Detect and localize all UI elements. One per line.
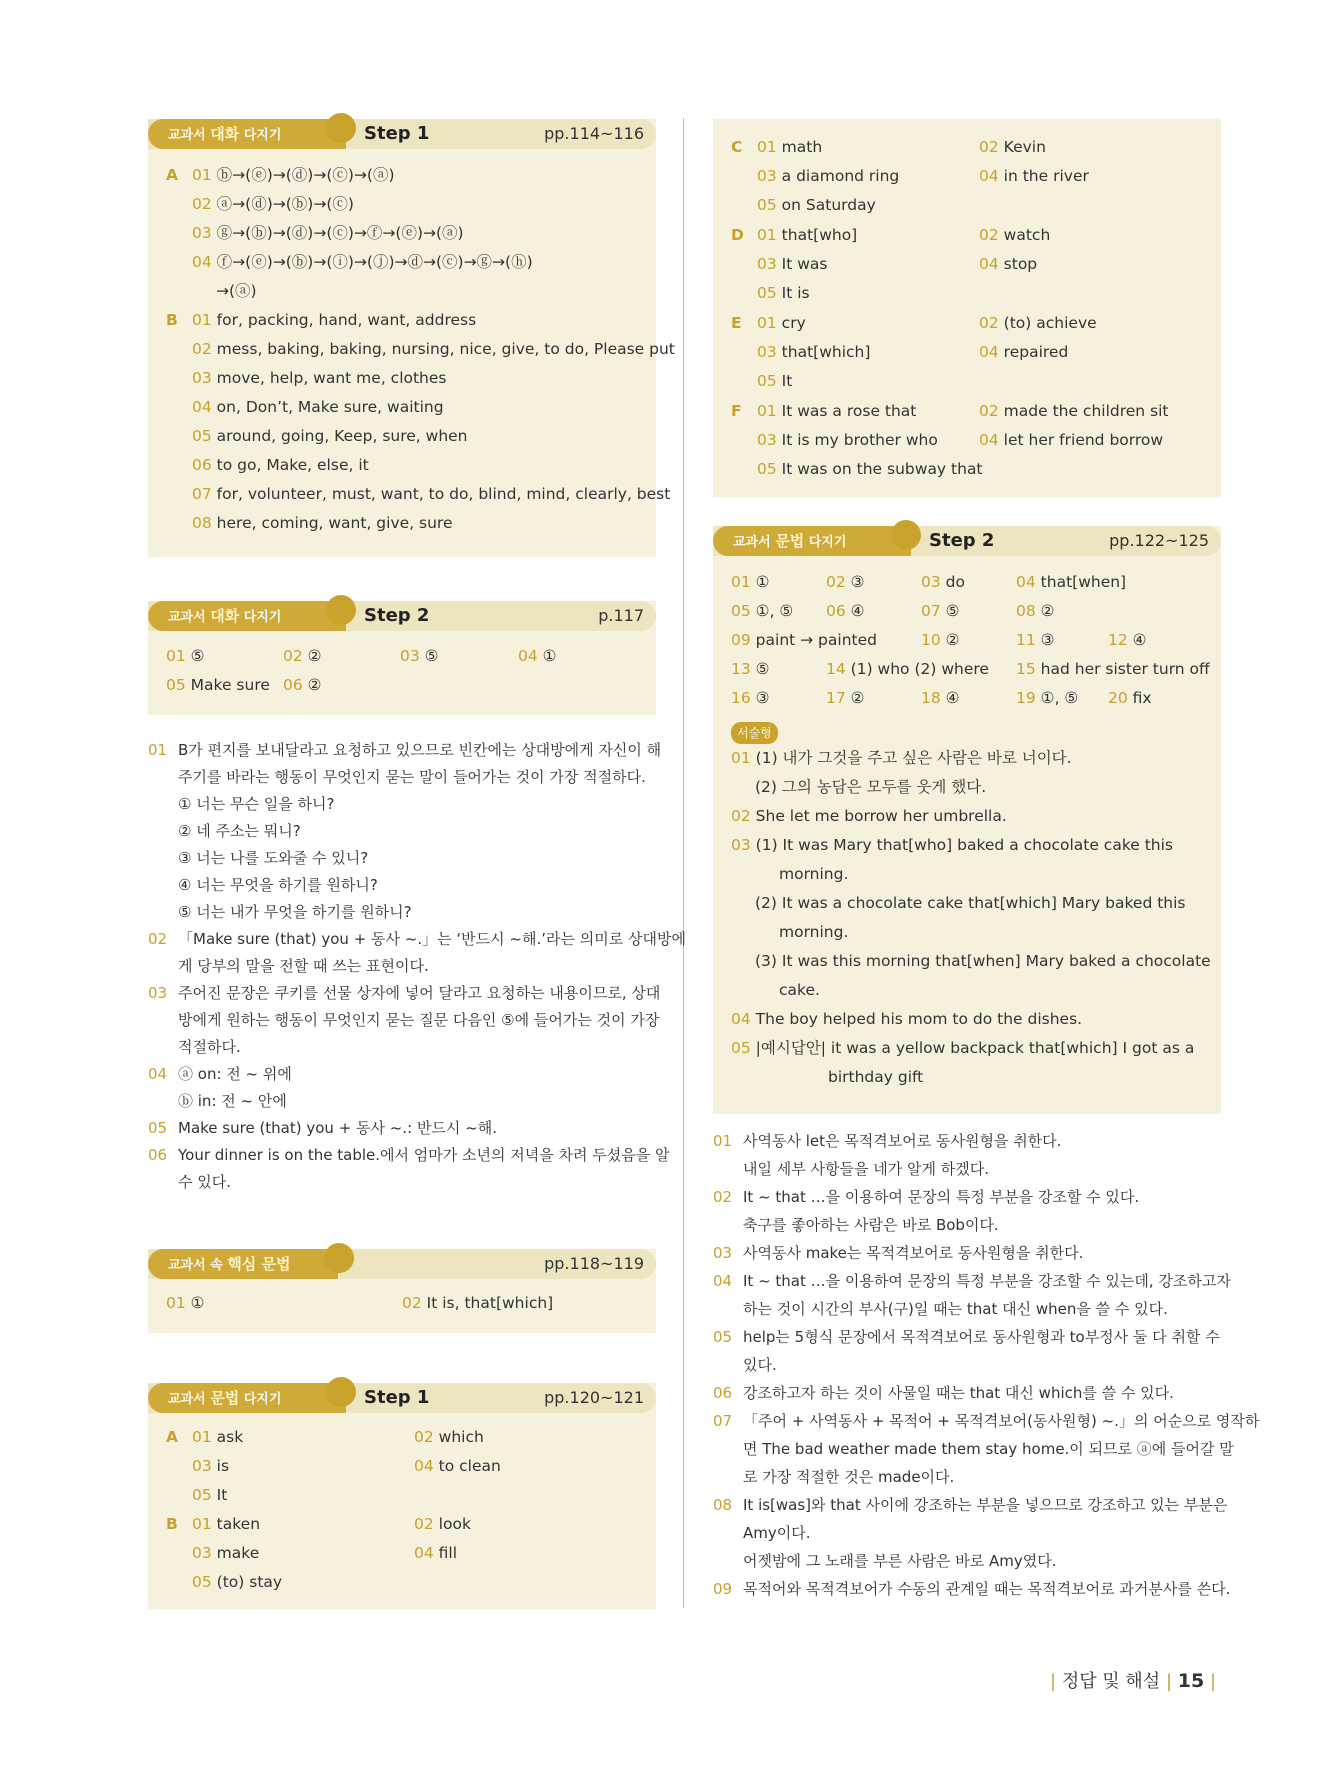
core-grammar-box bbox=[148, 1249, 656, 1333]
section-header bbox=[148, 119, 656, 149]
answer-item: 05 It bbox=[192, 1486, 228, 1504]
answer-item: 05 (to) stay bbox=[192, 1573, 283, 1591]
header-dot bbox=[326, 1377, 356, 1407]
answer-item: 06 ④ bbox=[826, 602, 865, 620]
group-letter: B bbox=[166, 311, 178, 329]
answer-item: 07 ⑤ bbox=[921, 602, 960, 620]
title-end: 다지기 bbox=[243, 128, 282, 143]
answer-item: 02 look bbox=[414, 1515, 471, 1533]
answer-item: 13 ⑤ bbox=[731, 660, 770, 678]
step-label: Step 1 bbox=[364, 123, 430, 144]
explanation-item: 06 Your dinner is on the table.에서 엄마가 소년의 저녁을 차려 두셨음을 알 수 있다. bbox=[148, 1146, 670, 1191]
explanation-item: 07 「주어 + 사역동사 + 목적어 + 목적격보어(동사원형) ~.」의 어순으로 영작하 면 The bad weather made them stay home.이 되므로 ⓐ에 들어갈 말 로 가장 적절한 것은 made이다. bbox=[713, 1412, 1260, 1486]
grammar-step1-continued-box bbox=[713, 119, 1221, 497]
page-range: p.117 bbox=[598, 606, 644, 625]
descriptive-answer: 05 |예시답안| it was a yellow backpack that[which] I got as a bbox=[731, 1039, 1195, 1057]
descriptive-answer: 01 (1) 내가 그것을 주고 싶은 사람은 바로 너이다. bbox=[731, 749, 1072, 767]
answer-item: 16 ③ bbox=[731, 689, 770, 707]
descriptive-answer: cake. bbox=[779, 981, 820, 999]
answer-item: 05 It was on the subway that bbox=[757, 460, 983, 478]
answer-item: 06 to go, Make, else, it bbox=[192, 456, 369, 474]
group-letter: B bbox=[166, 1515, 178, 1533]
footer-bar: | bbox=[1050, 1671, 1057, 1692]
explanation-item: 02 「Make sure (that) you + 동사 ~.」는 ‘반드시 ~해.’라는 의미로 상대방에 게 당부의 말을 전할 때 쓰는 표현이다. bbox=[148, 930, 686, 975]
answer-item: 05 around, going, Keep, sure, when bbox=[192, 427, 468, 445]
section-header bbox=[148, 1249, 656, 1279]
answer-item: 08 ② bbox=[1016, 602, 1055, 620]
page-footer bbox=[1050, 1667, 1216, 1693]
answer-item: 04 to clean bbox=[414, 1457, 501, 1475]
descriptive-answer: 02 She let me borrow her umbrella. bbox=[731, 807, 1007, 825]
answer-item: 01 ⑤ bbox=[166, 647, 205, 665]
answer-item: 02 ② bbox=[283, 647, 322, 665]
descriptive-answer: morning. bbox=[779, 923, 849, 941]
answer-item: 02 It is, that[which] bbox=[402, 1294, 554, 1312]
page-range: pp.120~121 bbox=[544, 1388, 644, 1407]
answer-item: 03 ⑤ bbox=[400, 647, 439, 665]
answer-item: 04 let her friend borrow bbox=[979, 431, 1164, 449]
descriptive-answer: (2) It was a chocolate cake that[which] Mary baked this bbox=[755, 894, 1186, 912]
header-dot bbox=[891, 520, 921, 550]
header-dot bbox=[324, 1243, 354, 1273]
answer-item: 03 ⓖ→(ⓑ)→(ⓓ)→(ⓒ)→ⓕ→(ⓔ)→(ⓐ) bbox=[192, 224, 464, 242]
answer-item: 05 on Saturday bbox=[757, 196, 876, 214]
explanation-item: 08 It is[was]와 that 사이에 강조하는 부분을 넣으므로 강조하고 있는 부분은 Amy이다. 어젯밤에 그 노래를 부른 사람은 바로 Amy였다. bbox=[713, 1496, 1228, 1570]
group-letter: D bbox=[731, 226, 744, 244]
descriptive-answer: 04 The boy helped his mom to do the dishes. bbox=[731, 1010, 1083, 1028]
header-dot bbox=[326, 113, 356, 143]
answer-item: 01 ⓑ→(ⓔ)→(ⓓ)→(ⓒ)→(ⓐ) bbox=[192, 166, 395, 184]
answer-item: 03 a diamond ring bbox=[757, 167, 900, 185]
answer-item: 01 ① bbox=[731, 573, 770, 591]
descriptive-answer: (2) 그의 농담은 모두를 웃게 했다. bbox=[755, 778, 987, 796]
answer-item: 02 mess, baking, baking, nursing, nice, give, to do, Please put bbox=[192, 340, 675, 358]
answer-item: 01 for, packing, hand, want, address bbox=[192, 311, 477, 329]
page-range: pp.122~125 bbox=[1109, 531, 1209, 550]
answer-item: 10 ② bbox=[921, 631, 960, 649]
answer-item: 04 fill bbox=[414, 1544, 458, 1562]
answer-item: 19 ①, ⑤ bbox=[1016, 689, 1079, 707]
answer-item: 02 (to) achieve bbox=[979, 314, 1097, 332]
answer-item: 01 math bbox=[757, 138, 823, 156]
section-title: 교과서 문법 다지기 bbox=[148, 1383, 346, 1413]
answer-item: 05 It bbox=[757, 372, 793, 390]
step-label: Step 1 bbox=[364, 1387, 430, 1408]
answer-item: 18 ④ bbox=[921, 689, 960, 707]
answer-item: →(ⓐ) bbox=[216, 282, 257, 300]
section-header bbox=[148, 601, 656, 631]
explanation-item: 04 ⓐ on: 전 ~ 위에 ⓑ in: 전 ~ 안에 bbox=[148, 1065, 292, 1110]
answer-item: 02 watch bbox=[979, 226, 1051, 244]
answer-item: 07 for, volunteer, must, want, to do, blind, mind, clearly, best bbox=[192, 485, 671, 503]
footer-bar: | bbox=[1165, 1671, 1173, 1692]
grammar-step1-box bbox=[148, 1383, 656, 1609]
group-letter: C bbox=[731, 138, 743, 156]
explanation-item: 03 사역동사 make는 목적격보어로 동사원형을 취한다. bbox=[713, 1244, 1084, 1262]
answer-item: 03 is bbox=[192, 1457, 230, 1475]
answer-item: 01 taken bbox=[192, 1515, 261, 1533]
step-label: Step 2 bbox=[364, 605, 430, 626]
answer-item: 02 made the children sit bbox=[979, 402, 1169, 420]
dialogue-step2-box bbox=[148, 601, 656, 715]
step-label: Step 2 bbox=[929, 530, 995, 551]
answer-item: 15 had her sister turn off bbox=[1016, 660, 1210, 678]
answer-item: 03 do bbox=[921, 573, 965, 591]
answer-item: 04 ⓕ→(ⓔ)→(ⓑ)→(ⓘ)→(ⓙ)→ⓓ→(ⓒ)→ⓖ→(ⓗ) bbox=[192, 253, 533, 271]
footer-label: 정답 및 해설 bbox=[1061, 1671, 1161, 1692]
explanation-item: 09 목적어와 목적격보어가 수동의 관계일 때는 목적격보어로 과거분사를 쓴다. bbox=[713, 1580, 1231, 1598]
section-title bbox=[148, 119, 346, 149]
answer-item: 05 Make sure bbox=[166, 676, 270, 694]
answer-item: 01 ask bbox=[192, 1428, 244, 1446]
answer-item: 04 that[when] bbox=[1016, 573, 1127, 591]
answer-item: 05 ①, ⑤ bbox=[731, 602, 794, 620]
answer-item: 01 ① bbox=[166, 1294, 205, 1312]
answer-item: 04 on, Don’t, Make sure, waiting bbox=[192, 398, 444, 416]
answer-item: 06 ② bbox=[283, 676, 322, 694]
answer-item: 01 It was a rose that bbox=[757, 402, 917, 420]
explanation-item: 04 It ~ that …을 이용하여 문장의 특정 부분을 강조할 수 있는데, 강조하고자 하는 것이 시간의 부사(구)일 때는 that 대신 when을 쓸 수 있다. bbox=[713, 1272, 1231, 1318]
explanation-item: 06 강조하고자 하는 것이 사물일 때는 that 대신 which를 쓸 수 있다. bbox=[713, 1384, 1174, 1402]
answer-item: 09 paint → painted bbox=[731, 631, 877, 649]
answer-item: 04 repaired bbox=[979, 343, 1069, 361]
explanation-item: 05 Make sure (that) you + 동사 ~.: 반드시 ~해. bbox=[148, 1119, 498, 1137]
page-range: pp.114~116 bbox=[544, 124, 644, 143]
answer-item: 11 ③ bbox=[1016, 631, 1055, 649]
descriptive-badge: 서술형 bbox=[731, 722, 778, 744]
descriptive-answer: 03 (1) It was Mary that[who] baked a chocolate cake this bbox=[731, 836, 1173, 854]
section-title: 교과서 대화 다지기 bbox=[148, 601, 346, 631]
grammar-step2-box bbox=[713, 526, 1221, 1114]
answer-item: 20 fix bbox=[1108, 689, 1152, 707]
dialogue-step1-box bbox=[148, 119, 675, 557]
answer-item: 03 It was bbox=[757, 255, 828, 273]
explanation-item: 03 주어진 문장은 쿠키를 선물 상자에 넣어 달라고 요청하는 내용이므로, 상대 방에게 원하는 행동이 무엇인지 묻는 질문 다음인 ⑤에 들어가는 것이 가장 적절하다. bbox=[148, 984, 661, 1056]
page-range: pp.118~119 bbox=[544, 1254, 644, 1273]
answer-item: 02 Kevin bbox=[979, 138, 1046, 156]
explanation-item: 01 사역동사 let은 목적격보어로 동사원형을 취한다. 내일 세부 사항들을 네가 알게 하겠다. bbox=[713, 1132, 1062, 1178]
descriptive-answer: (3) It was this morning that[when] Mary baked a chocolate bbox=[755, 952, 1211, 970]
answer-item: 01 that[who] bbox=[757, 226, 858, 244]
answer-item: 04 in the river bbox=[979, 167, 1089, 185]
section-title: 교과서 문법 다지기 bbox=[713, 526, 911, 556]
title-small: 교과서 bbox=[168, 128, 206, 143]
explanation-item: 01 B가 편지를 보내달라고 요청하고 있으므로 빈칸에는 상대방에게 자신이 해 주기를 바라는 행동이 무엇인지 묻는 말이 들어가는 것이 가장 적절하다. ① 너는 무슨 일을 하니? ② 네 주소는 뭐니? ③ 너는 나를 도와줄 수 있니? ④ 너는 무엇을 하기를 원하니? ⑤ 너는 내가 무엇을 하기를 원하니? bbox=[148, 741, 662, 921]
descriptive-answer: birthday gift bbox=[828, 1068, 924, 1086]
explanation-item: 05 help는 5형식 문장에서 목적격보어로 동사원형과 to부정사 둘 다 취할 수 있다. bbox=[713, 1328, 1220, 1374]
answer-item: 03 make bbox=[192, 1544, 260, 1562]
header-dot bbox=[326, 595, 356, 625]
answer-item: 17 ② bbox=[826, 689, 865, 707]
section-header bbox=[713, 526, 1221, 556]
answer-item: 03 that[which] bbox=[757, 343, 871, 361]
answer-item: 04 ① bbox=[518, 647, 557, 665]
answer-item: 02 ⓐ→(ⓓ)→(ⓑ)→(ⓒ) bbox=[192, 195, 354, 213]
answer-item: 08 here, coming, want, give, sure bbox=[192, 514, 453, 532]
group-letter: F bbox=[731, 402, 742, 420]
answer-item: 04 stop bbox=[979, 255, 1038, 273]
section-header bbox=[148, 1383, 656, 1413]
section-title: 교과서 속 핵심 문법 bbox=[148, 1249, 338, 1279]
answer-item: 03 move, help, want me, clothes bbox=[192, 369, 447, 387]
answer-item: 14 (1) who (2) where bbox=[826, 660, 989, 678]
page-number: 15 bbox=[1177, 1670, 1205, 1692]
footer-bar: | bbox=[1209, 1671, 1217, 1692]
answer-item: 02 which bbox=[414, 1428, 484, 1446]
answer-item: 05 It is bbox=[757, 284, 810, 302]
group-letter: A bbox=[166, 1428, 178, 1446]
descriptive-answer: morning. bbox=[779, 865, 849, 883]
title-big: 대화 bbox=[210, 125, 240, 143]
answer-item: 03 It is my brother who bbox=[757, 431, 938, 449]
group-letter: A bbox=[166, 166, 178, 184]
explanation-item: 02 It ~ that …을 이용하여 문장의 특정 부분을 강조할 수 있다. 축구를 좋아하는 사람은 바로 Bob이다. bbox=[713, 1188, 1140, 1234]
answer-item: 01 cry bbox=[757, 314, 806, 332]
answer-item: 02 ③ bbox=[826, 573, 865, 591]
answer-item: 12 ④ bbox=[1108, 631, 1147, 649]
group-letter: E bbox=[731, 314, 742, 332]
column-divider bbox=[683, 118, 684, 1608]
